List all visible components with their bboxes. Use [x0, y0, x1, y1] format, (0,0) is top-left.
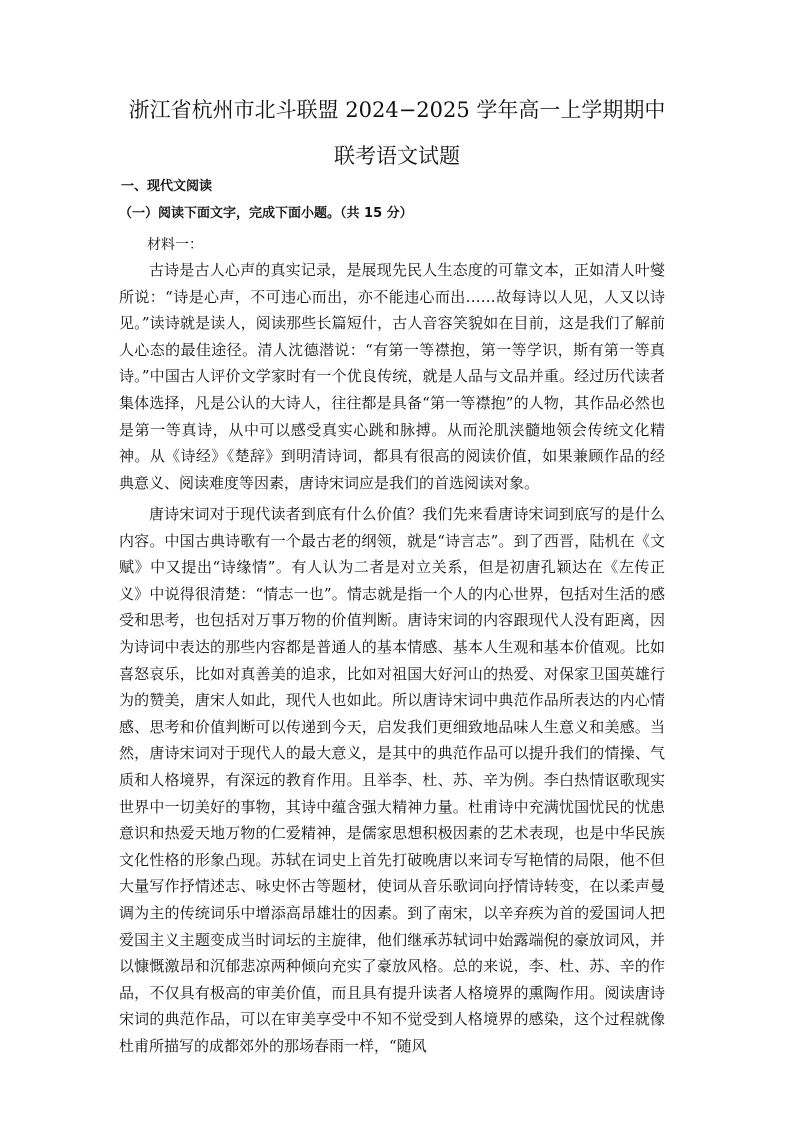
document-title-line-2: 联考语文试题 — [334, 144, 460, 168]
subsection-heading: （一）阅读下面文字，完成下面小题。（共 15 分） — [119, 206, 413, 221]
section-heading: 一、现代文阅读 — [121, 179, 213, 194]
document-title-line-1: 浙江省杭州市北斗联盟 2024−2025 学年高一上学期期中 — [128, 98, 666, 122]
material-label: 材料一： — [147, 237, 203, 253]
paragraph-1: 古诗是古人心声的真实记录，是展现先民人生态度的可靠文本，正如清人叶燮所说：“诗是心声，不可违心而出，亦不能违心而出……故每诗以人见，人又以诗见。”读诗就是读人，阅读那些长篇短什，古人音容笑貌如在目前，这是我们了解前人心态的最佳途径。清人沈德潜说：“有第一等襟抱，第一等学识，斯有第一等真诗。”中国古人评价文学家时有一个优良传统，就是人品与文品并重。经过历代读者集体选择，凡是公认的大诗人，往往都是具备“第一等襟抱”的人物，其作品必然也是第一等真诗，从中可以感受真实心跳和脉搏。从而沦肌浃髓地领会传统文化精神。从《诗经》《楚辞》到明清诗词，都具有很高的阅读价值，如果兼顾作品的经典意义、阅读难度等因素，唐诗宋词应是我们的首选阅读对象。 — [119, 261, 665, 492]
paragraph-2: 唐诗宋词对于现代读者到底有什么价值？我们先来看唐诗宋词到底写的是什么内容。中国古典诗歌有一个最古老的纲领，就是“诗言志”。到了西晋，陆机在《文赋》中又提出“诗缘情”。有人认为二者是对立关系，但是初唐孔颖达在《左传正义》中说得很清楚：“情志一也”。情志就是指一个人的内心世界，包括对生活的感受和思考，也包括对万事万物的价值判断。唐诗宋词的内容跟现代人没有距离，因为诗词中表达的那些内容都是普通人的基本情感、基本人生观和基本价值观。比如喜怒哀乐，比如对真善美的追求，比如对祖国大好河山的热爱、对保家卫国英雄行为的赞美，唐宋人如此，现代人也如此。所以唐诗宋词中典范作品所表达的内心情感、思考和价值判断可以传递到今天，启发我们更细致地品味人生意义和美感。当然，唐诗宋词对于现代人的最大意义，是其中的典范作品可以提升我们的情操、气质和人格境界，有深远的教育作用。且举李、杜、苏、辛为例。李白热情讴歌现实世界中一切美好的事物，其诗中蕴含强大精神力量。杜甫诗中充满忧国忧民的忧患意识和热爱天地万物的仁爱精神，是儒家思想积极因素的艺术表现，也是中华民族文化性格的形象凸现。苏轼在词史上首先打破晚唐以来词专写艳情的局限，他不但大量写作抒情述志、咏史怀古等题材，使词从音乐歌词向抒情诗转变，在以柔声曼调为主的传统词乐中增添高昂雄壮的因素。到了南宋，以辛弃疾为首的爱国词人把爱国主义主题变成当时词坛的主旋律，他们继承苏轼词中始露端倪的豪放词风，并以慷慨激昂和沉郁悲凉两种倾向充实了豪放风格。总的来说，李、杜、苏、辛的作品，不仅具有极高的审美价值，而且具有提升读者人格境界的熏陶作用。阅读唐诗宋词的典范作品，可以在审美享受中不知不觉受到人格境界的感染，这个过程就像杜甫所描写的成都郊外的那场春雨一样，“随风 — [119, 505, 665, 1055]
